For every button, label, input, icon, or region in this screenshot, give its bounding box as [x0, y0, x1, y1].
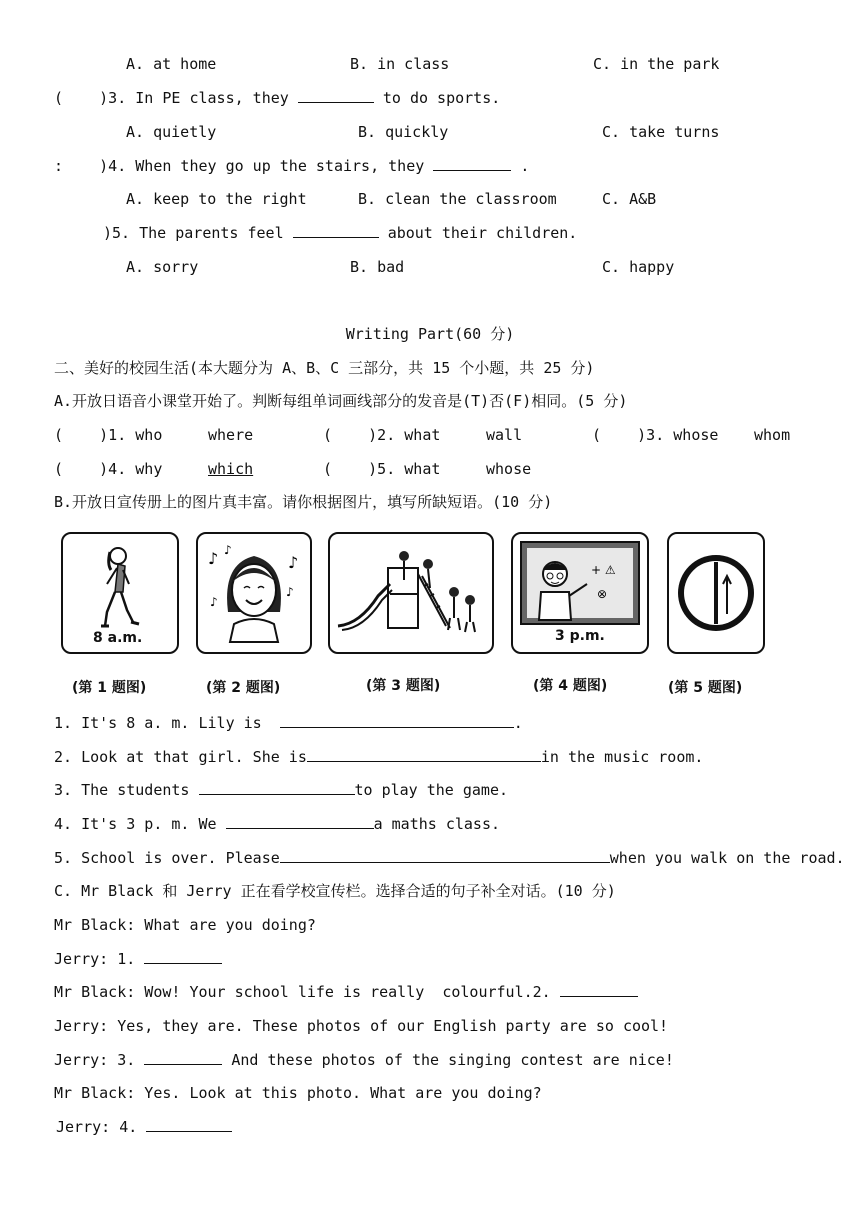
part-a-item-3: ( )3. whose — [592, 426, 719, 444]
part-a-item-1: ( )1. who — [54, 426, 163, 444]
q5-stem-pre: )5. The parents feel — [103, 224, 284, 242]
sentence-5-pre: 5. School is over. Please — [54, 849, 280, 867]
dialogue-line-5 — [54, 1050, 674, 1070]
sentence-5-post: when you walk on the road. — [609, 849, 845, 867]
part-a-item-4-word2: which — [208, 460, 254, 478]
caption-3: (第 3 题图) — [366, 678, 441, 694]
q4-blank[interactable] — [433, 156, 511, 171]
sentence-5-blank[interactable] — [280, 848, 610, 863]
dialogue-line-6: Mr Black: Yes. Look at this photo. What are you doing? — [54, 1084, 542, 1102]
part-a-item-1-word2: where — [208, 426, 254, 444]
part-a-item-2: ( )2. what — [323, 426, 441, 444]
sentence-2-pre: 2. Look at that girl. She is — [54, 748, 307, 766]
picture-4 — [511, 532, 649, 654]
sentence-4-post: a maths class. — [373, 815, 501, 833]
dialogue-blank-3[interactable] — [144, 1050, 222, 1065]
part-b-sentence-3 — [54, 780, 508, 800]
q3-stem — [54, 88, 500, 108]
caption-5: (第 5 题图) — [668, 680, 743, 696]
q4-option-a: A. keep to the right — [126, 190, 307, 208]
q3-stem-post: to do sports. — [382, 89, 501, 107]
sentence-2-blank[interactable] — [307, 747, 541, 762]
dialogue-blank-4[interactable] — [146, 1117, 232, 1132]
q4-option-b: B. clean the classroom — [358, 190, 557, 208]
picture-3 — [328, 532, 494, 654]
keep-right-sign-icon — [669, 534, 763, 652]
svg-text:♪: ♪ — [224, 543, 232, 557]
part-b-sentence-2 — [54, 747, 703, 767]
part-a-item-4: ( )4. why — [54, 460, 163, 478]
dialogue-line-5-tail: And these photos of the singing contest are nice! — [231, 1051, 674, 1069]
singing-girl-illustration — [198, 534, 310, 652]
sentence-1-blank[interactable] — [280, 713, 514, 728]
part-a-title: A.开放日语音小课堂开始了。判断每组单词画线部分的发音是(T)否(F)相同。(5 分) — [54, 392, 628, 410]
part-b-sentence-5 — [54, 848, 845, 868]
playground-slide-illustration — [330, 534, 492, 652]
q5-option-a: A. sorry — [126, 258, 199, 276]
picture-1-time: 8 a.m. — [93, 630, 143, 646]
dialogue-line-7-text: Jerry: 4. — [56, 1118, 138, 1136]
q4-option-c: C. A&B — [602, 190, 657, 208]
svg-text:♪: ♪ — [210, 595, 218, 609]
dialogue-blank-2[interactable] — [560, 982, 638, 997]
q2-option-b: B. in class — [350, 55, 450, 73]
svg-text:♪: ♪ — [288, 553, 299, 572]
part-b-title: B.开放日宣传册上的图片真丰富。请你根据图片，填写所缺短语。(10 分) — [54, 493, 553, 511]
sentence-2-post: in the music room. — [540, 748, 704, 766]
svg-text:♪: ♪ — [208, 549, 219, 568]
sentence-3-blank[interactable] — [199, 780, 355, 795]
part-c-title: C. Mr Black 和 Jerry 正在看学校宣传栏。选择合适的句子补全对话。(10 分) — [54, 882, 616, 900]
part-b-sentence-1 — [54, 713, 523, 733]
svg-text:♪: ♪ — [286, 585, 294, 599]
svg-text:+ ⚠: + ⚠ — [591, 563, 616, 577]
part-a-item-5-word2: whose — [486, 460, 532, 478]
q4-stem-post: . — [520, 157, 530, 175]
sentence-4-blank[interactable] — [226, 814, 374, 829]
q2-option-a: A. at home — [126, 55, 217, 73]
part-a-item-5: ( )5. what — [323, 460, 441, 478]
dialogue-line-2 — [54, 949, 222, 969]
sentence-4-pre: 4. It's 3 p. m. We — [54, 815, 217, 833]
q3-option-c: C. take turns — [602, 123, 720, 141]
sentence-1-post: . — [513, 714, 523, 732]
caption-2: (第 2 题图) — [206, 680, 281, 696]
sentence-1-pre: 1. It's 8 a. m. Lily is — [54, 714, 262, 732]
q3-option-b: B. quickly — [358, 123, 449, 141]
picture-1 — [61, 532, 179, 654]
q5-option-c: C. happy — [602, 258, 675, 276]
q5-blank[interactable] — [293, 223, 379, 238]
part-b-sentence-4 — [54, 814, 500, 834]
q5-stem-post: about their children. — [387, 224, 578, 242]
dialogue-line-3-text: Mr Black: Wow! Your school life is really colourful.2. — [54, 983, 551, 1001]
q5-option-b: B. bad — [350, 258, 405, 276]
dialogue-line-2-text: Jerry: 1. — [54, 950, 136, 968]
q4-stem — [54, 156, 529, 176]
dialogue-line-7 — [56, 1117, 232, 1137]
writing-part-title: Writing Part(60 分) — [345, 325, 515, 343]
q5-stem — [103, 223, 577, 243]
picture-2 — [196, 532, 312, 654]
dialogue-line-5-text: Jerry: 3. — [54, 1051, 136, 1069]
caption-1: (第 1 题图) — [72, 680, 147, 696]
q3-blank[interactable] — [298, 88, 374, 103]
sentence-3-post: to play the game. — [354, 781, 509, 799]
q3-option-a: A. quietly — [126, 123, 217, 141]
svg-text:⊗: ⊗ — [597, 587, 608, 601]
dialogue-blank-1[interactable] — [144, 949, 222, 964]
section2-title: 二、美好的校园生活(本大题分为 A、B、C 三部分，共 15 个小题，共 25 分) — [54, 359, 595, 377]
q4-stem-pre: : )4. When they go up the stairs, they — [54, 157, 425, 175]
q2-option-c: C. in the park — [593, 55, 720, 73]
part-a-item-3-word2: whom — [754, 426, 791, 444]
dialogue-line-1: Mr Black: What are you doing? — [54, 916, 316, 934]
picture-5 — [667, 532, 765, 654]
dialogue-line-3 — [54, 982, 638, 1002]
q3-stem-pre: ( )3. In PE class, they — [54, 89, 289, 107]
part-a-item-2-word2: wall — [486, 426, 523, 444]
caption-4: (第 4 题图) — [533, 678, 608, 694]
picture-4-time: 3 p.m. — [555, 628, 605, 644]
sentence-3-pre: 3. The students — [54, 781, 190, 799]
dialogue-line-4: Jerry: Yes, they are. These photos of our English party are so cool! — [54, 1017, 669, 1035]
